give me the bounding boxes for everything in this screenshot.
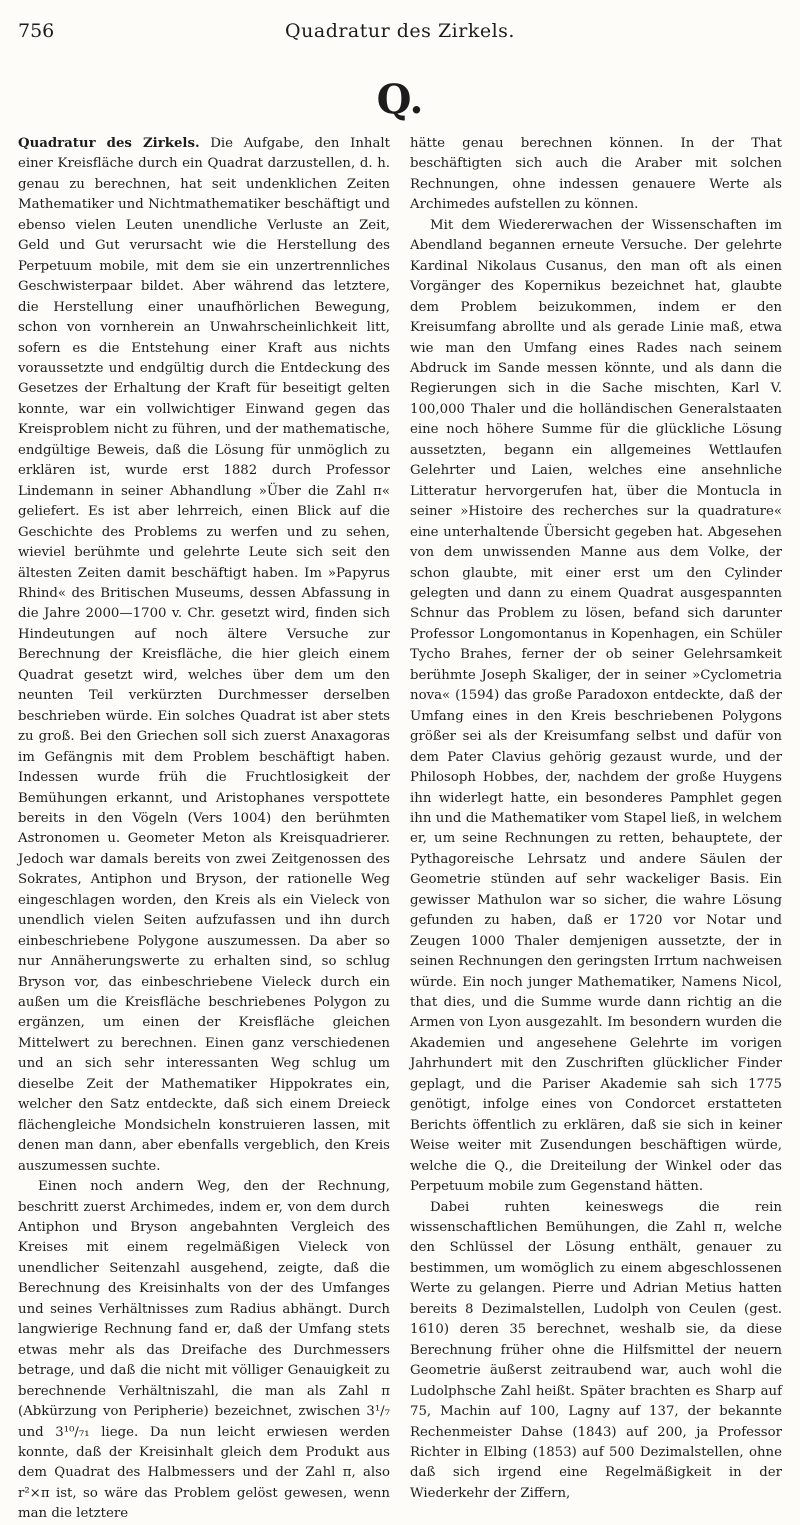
- paragraph: Dabei ruhten keineswegs die rein wissenschaftlichen Bemühungen, die Zahl π, welche den Schlüssel der Lösung enthält, genauer zu bestimmen, um womöglich zu einem abgeschlossenen Werte zu gelangen. Pierre und Adrian Metius hatten bereits 8 Dezimalstellen, Ludolph von Ceulen (gest. 1610) deren 35 berechnet, weshalb sie, da diese Berechnung früher ohne die Hilfsmittel der neuern Geometrie äußerst zeitraubend war, auch wohl die Ludolphsche Zahl heißt. Später brachten es Sharp auf 75, Machin auf 100, Lagny auf 137, der bekannte Rechenmeister Dahse (1843) auf 200, ja Professor Richter in Elbing (1853) auf 500 Dezimalstellen, ohne daß sich irgend eine Regelmäßigkeit in der Wiederkehr der Ziffern,: [410, 1199, 782, 1501]
- paragraph: [18, 134, 390, 1177]
- right-column: [410, 134, 782, 1501]
- page-number: 756: [18, 20, 55, 42]
- entry-headword: Quadratur des Zirkels.: [18, 136, 200, 151]
- left-column: [18, 134, 390, 1522]
- section-letter: Q.: [376, 76, 424, 123]
- paragraph: Mit dem Wiedererwachen der Wissenschaften im Abendland begannen erneute Versuche. Der gelehrte Kardinal Nikolaus Cusanus, den man oft als einen Vorgänger des Kopernikus bezeichnet hat, glaubte dem Problem beizukommen, indem er den Kreisumfang abrollte und als gerade Linie maß, etwa wie man den Umfang eines Rades nach seinem Abdruck im Sande messen könnte, und als dann die Regierungen sich in die Sache mischten, Karl V. 100,000 Thaler und die holländischen Generalstaaten eine noch höhere Summe für die glückliche Lösung aussetzten, begann ein allgemeines Wettlaufen Gelehrter und Laien, welches eine ansehnliche Litteratur hervorgerufen hat, über die Montucla in seiner »Histoire des recherches sur la quadrature« eine unterhaltende Übersicht gegeben hat. Abgesehen von dem unwissenden Manne aus dem Volke, der schon glaubte, mit einer erst um den Cylinder gelegten und dann zu einem Quadrat ausgespannten Schnur das Problem zu lösen, befand sich darunter Professor Longomontanus in Kopenhagen, ein Schüler Tycho Brahes, ferner der ob seiner Gelehrsamkeit berühmte Joseph Skaliger, der in seiner »Cyclometria nova« (1594) das große Paradoxon entdeckte, daß der Umfang eines in den Kreis beschriebenen Polygons größer sei als der Kreisumfang selbst und dafür von dem Pater Clavius gehörig gezaust wurde, und der Philosoph Hobbes, der, nachdem der große Huygens ihn widerlegt hatte, ein besonderes Pamphlet gegen ihn und die Mathematiker vom Stapel ließ, in welchem er, um seine Rechnungen zu retten, behauptete, der Pythagoreische Lehrsatz und andere Säulen der Geometrie stünden auf sehr wackeliger Basis. Ein gewisser Mathulon war so sicher, die wahre Lösung gefunden zu haben, daß er 1720 vor Notar und Zeugen 1000 Thaler demjenigen aussetzte, der in seinen Rechnungen den geringsten Irrtum nachweisen würde. Ein noch junger Mathematiker, Namens Nicol, that dies, und die Summe wurde dann richtig an die Armen von Lyon ausgezahlt. Im besondern wurden die Akademien und angesehene Gelehrte im vorigen Jahrhundert mit den Zuschriften glücklicher Finder geplagt, und die Pariser Akademie sah sich 1775 genötigt, infolge eines von Condorcet erstatteten Berichts öffentlich zu erklären, daß sie sich in keiner Weise weiter mit Zusendungen beschäftigen würde, welche die Q., die Dreiteilung der Winkel oder das Perpetuum mobile zum Gegenstand hätten.: [410, 217, 782, 1195]
- paragraph: Einen noch andern Weg, den der Rechnung, beschritt zuerst Archimedes, indem er, von dem durch Antiphon und Bryson angebahnten Vergleich des Kreises mit einem regelmäßigen Vieleck von unendlicher Seitenzahl ausgehend, zeigte, daß die Berechnung des Kreisinhalts von der des Umfanges und seines Verhältnisses zum Radius abhängt. Durch langwierige Rechnung fand er, daß der Umfang stets etwas mehr als das Dreifache des Durchmessers betrage, und daß die nicht mit völliger Genauigkeit zu berechnende Verhältniszahl, die man als Zahl π (Abkürzung von Peripherie) bezeichnet, zwischen 3¹/₇ und 3¹⁰/₇₁ liege. Da nun leicht erwiesen werden konnte, daß der Kreisinhalt gleich dem Produkt aus dem Quadrat des Halbmessers und der Zahl π, also r²×π ist, so wäre das Problem gelöst gewesen, wenn man die letztere: [18, 1179, 390, 1522]
- paragraph-text: Die Aufgabe, den Inhalt einer Kreisfläche durch ein Quadrat darzustellen, d. h. genau zu berechnen, hat seit undenklichen Zeiten Mathematiker und Nichtmathematiker beschäftigt und ebenso vielen Leuten unendliche Verluste an Zeit, Geld und Gut verursacht wie die Herstellung des Perpetuum mobile, mit dem sie ein unzertrennliches Geschwisterpaar bildet. Aber während das letztere, die Herstellung einer unaufhörlichen Bewegung, schon von vornherein an Unwahrscheinlichkeit litt, sofern es die Entstehung einer Kraft aus nichts voraussetzte und endgültig durch die Entdeckung des Gesetzes der Erhaltung der Kraft für beseitigt gelten konnte, war ein vollwichtiger Einwand gegen das Kreisproblem nicht zu führen, und der mathematische, endgültige Beweis, daß die Lösung für unmöglich zu erklären ist, wurde erst 1882 durch Professor Lindemann in seiner Abhandlung »Über die Zahl π« geliefert. Es ist aber lehrreich, einen Blick auf die Geschichte des Problems zu werfen und zu sehen, wieviel berühmte und gelehrte Leute sich seit den ältesten Zeiten damit beschäftigt haben. Im »Papyrus Rhind« des Britischen Museums, dessen Abfassung in die Jahre 2000—1700 v. Chr. gesetzt wird, finden sich Hindeutungen auf noch ältere Versuche zur Berechnung der Kreisfläche, die hier gleich einem Quadrat gesetzt wird, welches über dem um den neunten Teil verkürzten Durchmesser derselben beschrieben würde. Ein solches Quadrat ist aber stets zu groß. Bei den Griechen soll sich zuerst Anaxagoras im Gefängnis mit dem Problem beschäftigt haben. Indessen wurde früh die Fruchtlosigkeit der Bemühungen erkannt, und Aristophanes verspottete bereits in den Vögeln (Vers 1004) den berühmten Astronomen u. Geometer Meton als Kreisquadrierer. Jedoch war damals bereits von zwei Zeitgenossen des Sokrates, Antiphon und Bryson, der rationelle Weg eingeschlagen worden, den Kreis als ein Vieleck von unendlich vielen Seiten aufzufassen und ihn durch einbeschriebene Polygone auszumessen. Da aber so nur Annäherungswerte zu erhalten sind, so schlug Bryson vor, das einbeschriebene Vieleck durch ein außen um die Kreisfläche beschriebenes Polygon zu ergänzen, um einen der Kreisfläche gleichen Mittelwert zu berechnen. Einen ganz verschiedenen und an sich sehr interessanten Weg schlug um dieselbe Zeit der Mathematiker Hippokrates ein, welcher den Satz entdeckte, daß sich einem Dreieck flächengleiche Mondsicheln konstruieren lassen, mit denen man dann, aber ebenfalls vergeblich, den Kreis auszumessen suchte.: [18, 136, 390, 1174]
- paragraph: hätte genau berechnen können. In der That beschäftigten sich auch die Araber mit solchen Rechnungen, ohne indessen genauere Werte als Archimedes aufstellen zu können.: [410, 136, 782, 213]
- running-title: Quadratur des Zirkels.: [285, 20, 515, 42]
- running-head: [18, 20, 782, 48]
